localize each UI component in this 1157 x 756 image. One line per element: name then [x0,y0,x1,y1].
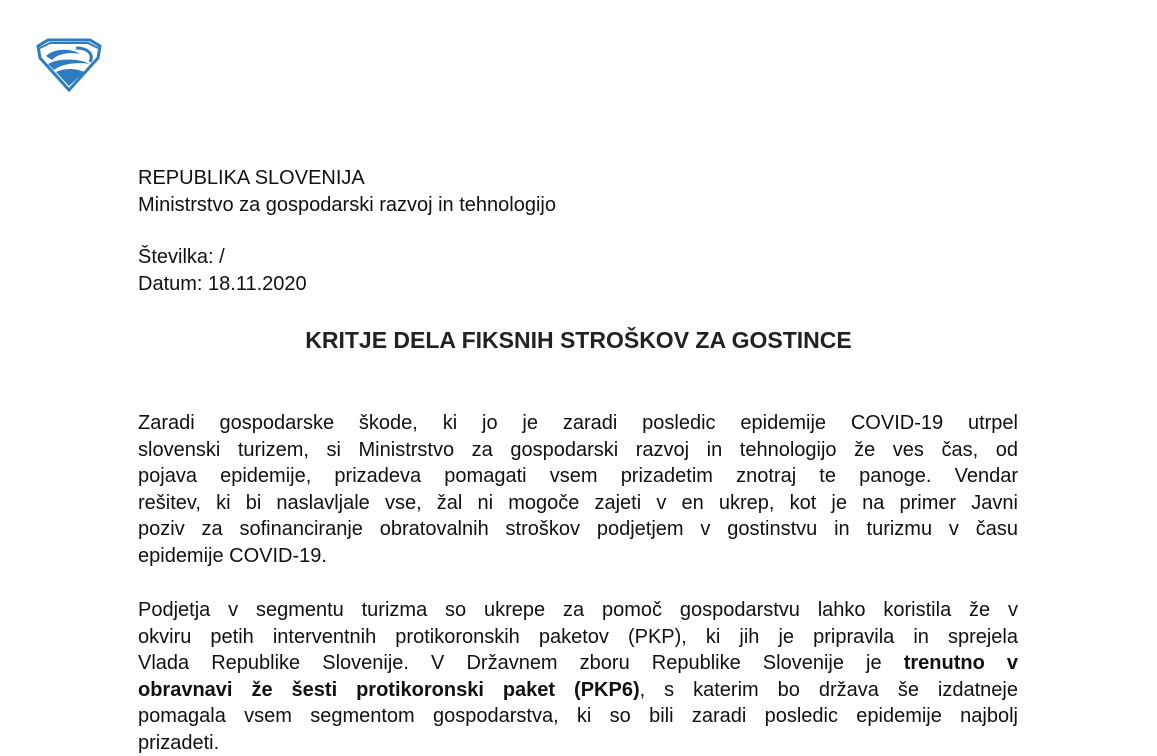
coat-of-arms-logo [32,36,106,92]
paragraph-emphasis: trenutno v [904,652,1018,674]
shield-icon [32,36,106,92]
paragraph-line: slovenski turizem, si Ministrstvo za gospodarski razvoj in tehnologijo že ves čas, od [138,437,1018,464]
document-number: Številka: / [138,244,225,270]
paragraph-line: poziv za sofinanciranje obratovalnih stroškov podjetjem v gostinstvu in turizmu v času [138,516,1018,543]
paragraph-line: epidemije COVID-19. [138,543,1018,570]
paragraph-1 [138,410,1018,569]
paragraph-emphasis: obravnavi že šesti protikoronski paket (PKP6) [138,679,640,701]
page-title: KRITJE DELA FIKSNIH STROŠKOV ZA GOSTINCE [0,325,1157,355]
paragraph-line: pomagala vsem segmentom gospodarstva, ki so bili zaradi posledic epidemije najbolj [138,703,1018,730]
paragraph-line [138,677,1018,704]
paragraph-line [138,650,1018,677]
document-date: Datum: 18.11.2020 [138,271,307,297]
paragraph-line: Podjetja v segmentu turizma so ukrepe za pomoč gospodarstvu lahko koristila že v [138,597,1018,624]
ministry-name: Ministrstvo za gospodarski razvoj in tehnologijo [138,192,556,218]
paragraph-text: Vlada Republike Slovenije. V Državnem zboru Republike Slovenije je [138,652,882,674]
paragraph-line: pojava epidemije, prizadeva pomagati vsem prizadetim znotraj te panoge. Vendar [138,463,1018,490]
paragraph-text: , s katerim bo država še izdatneje [640,679,1018,701]
paragraph-line: prizadeti. [138,730,1018,756]
paragraph-line: okviru petih interventnih protikoronskih paketov (PKP), ki jih je pripravila in sprejela [138,624,1018,651]
paragraph-2 [138,597,1018,756]
paragraph-line: rešitev, ki bi naslavljale vse, žal ni mogoče zajeti v en ukrep, kot je na primer Javni [138,490,1018,517]
country-name: REPUBLIKA SLOVENIJA [138,165,365,191]
paragraph-line: Zaradi gospodarske škode, ki jo je zaradi posledic epidemije COVID-19 utrpel [138,410,1018,437]
